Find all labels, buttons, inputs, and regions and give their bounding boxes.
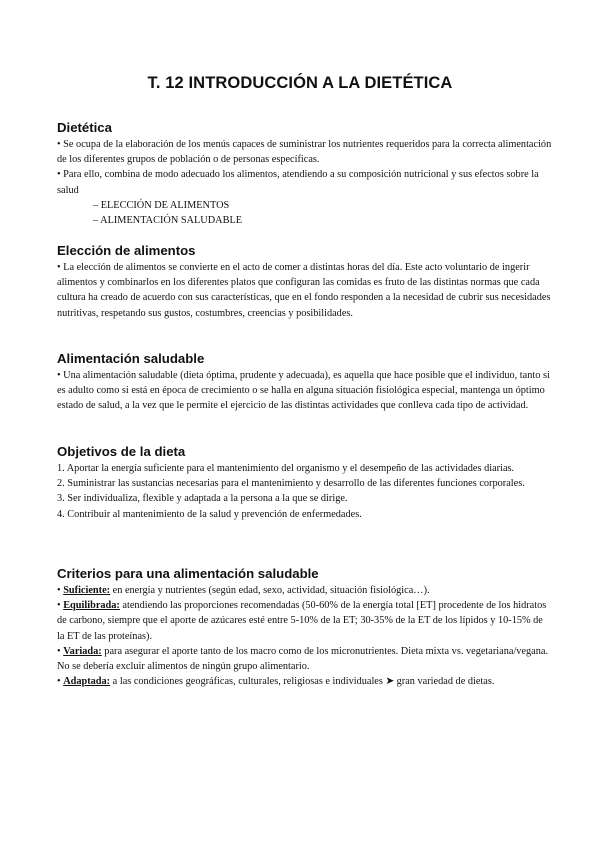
- page-title: T. 12 INTRODUCCIÓN A LA DIETÉTICA: [147, 74, 453, 92]
- section-heading: Dietética: [57, 120, 112, 135]
- list-item: • Suficiente: en energía y nutrientes (según edad, sexo, actividad, situación fisiológica…).: [57, 585, 430, 596]
- criterion-label: Equilibrada:: [63, 600, 120, 612]
- section-heading: Alimentación saludable: [57, 351, 205, 366]
- list-item: 4. Contribuir al mantenimiento de la salud y prevención de enfermedades.: [57, 508, 362, 520]
- section-heading: Objetivos de la dieta: [57, 444, 186, 459]
- section-heading: Elección de alimentos: [57, 243, 196, 258]
- paragraph: • Para ello, combina de modo adecuado los alimentos, atendiendo a su composición nutricional y sus efectos sobre la salud: [57, 169, 539, 196]
- criterion-label: Variada:: [63, 645, 102, 657]
- list-item: 2. Suministrar las sustancias necesarias para el mantenimiento y desarrollo de las diferentes funciones corporales.: [57, 478, 525, 490]
- list-item: 3. Ser individualiza, flexible y adaptada a la persona a la que se dirige.: [57, 493, 348, 505]
- section-objetivos: [57, 443, 552, 522]
- section-alimentacion: [57, 350, 552, 414]
- criterion-label: Suficiente:: [63, 585, 111, 596]
- list-item: 1. Aportar la energía suficiente para el mantenimiento del organismo y el desempeño de las actividades diarias.: [57, 463, 515, 474]
- paragraph: • Se ocupa de la elaboración de los menús capaces de suministrar los nutrientes requeridos para la correcta alimentación de los diferentes grupos de población o de personas específicas.: [57, 139, 552, 166]
- section-heading: Criterios para una alimentación saludable: [57, 566, 319, 581]
- criterion-text: para asegurar el aporte tanto de los macro como de los micronutrientes. Dieta mixta vs. vegetariana/vegana. No se debería excluir alimentos de ningún grupo alimentario.: [57, 645, 549, 673]
- criterion-label: Adaptada:: [63, 676, 111, 688]
- section-eleccion: [57, 242, 552, 321]
- sub-item: – ALIMENTACIÓN SALUDABLE: [93, 215, 243, 227]
- criterion-text: en energía y nutrientes (según edad, sexo, actividad, situación fisiológica…).: [110, 585, 430, 596]
- paragraph: • Una alimentación saludable (dieta óptima, prudente y adecuada), es aquella que hace posible que el individuo, tanto si es adulto como si está en época de crecimiento o se halla en alguna situación fisiológica especial, mantenga un óptimo estado de salud, a la vez que le permite el ejercicio de las distintas actividades que conlleva cada tipo de actividad.: [57, 370, 550, 412]
- section-dietetica: [57, 119, 552, 228]
- criterion-text: a las condiciones geográficas, culturales, religiosas e individuales ➤ gran variedad de dietas.: [110, 676, 495, 688]
- list-item: • Variada: para asegurar el aporte tanto de los macro como de los micronutrientes. Dieta mixta vs. vegetariana/vegana. No se debería excluir alimentos de ningún grupo alimentario.: [57, 645, 549, 673]
- list-item: • Adaptada: a las condiciones geográficas, culturales, religiosas e individuales ➤ gran variedad de dietas.: [57, 676, 495, 688]
- list-item: • Equilibrada: atendiendo las proporciones recomendadas (50-60% de la energía total [ET] procedente de los hidratos de carbono, siempre que el aporte de azúcares esté entre 5-10% de la ET; 30-35% de la ET de los lípidos y 10-15% de la ET de las proteínas).: [57, 600, 547, 642]
- criterion-text: atendiendo las proporciones recomendadas (50-60% de la energía total [ET] procedente de los hidratos de carbono, siempre que el aporte de azúcares esté entre 5-10% de la ET; 30-35% de la ET de los lípidos y 10-15% de la ET de las proteínas).: [57, 600, 547, 642]
- section-criterios: [57, 565, 552, 689]
- paragraph: • La elección de alimentos se convierte en el acto de comer a distintas horas del día. Este acto voluntario de ingerir alimentos y combinarlos en los diferentes platos que configuran las comidas es fruto de las distintas normas que cada cultura ha creado de acuerdo con sus características, que en el fondo responden a la necesidad de cubrir sus necesidades nutritivas, respetando sus gustos, costumbres, creencias y posibilidades.: [57, 262, 551, 319]
- sub-item: – ELECCIÓN DE ALIMENTOS: [93, 199, 230, 211]
